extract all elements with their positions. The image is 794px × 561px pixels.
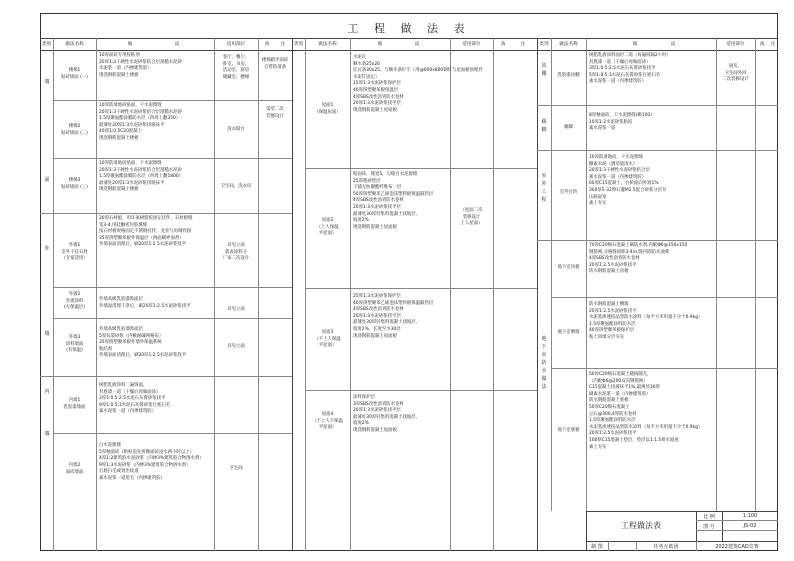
row-location: （屋面二次 装修设计 上人屋面） (460, 208, 483, 227)
col-line (493, 38, 494, 551)
row-name: 踢脚 (564, 125, 573, 130)
row-name: 地下室顶板 (557, 265, 580, 270)
row-name: 屋面4 （不上人不保温 平屋面） (312, 412, 343, 431)
header-method-b: 法 (670, 42, 676, 47)
row-method: 25厚1:3水泥砂浆保护层 40厚挤塑聚苯乙烯泡沫塑料板保温隔热层 4厚SBS改性沥青防水卷材 20厚1:3水泥砂浆找平层 最薄处30厚轻集料混凝土找坡层， 坡度2%，长度至少30处 现浇钢筋混凝土屋面板 (353, 294, 434, 339)
header-method-a: 做 (632, 42, 638, 47)
header-note-b: 注 (280, 42, 286, 47)
row-location: 卫生间 (229, 466, 243, 471)
category-exterior: 室 外 工 程 (541, 173, 547, 203)
row-name: 内墙1 乳胶漆墙面 (63, 398, 86, 410)
row-name: 外墙3 涂料墙面 (有保温) (65, 335, 84, 354)
header-method-a: 做 (127, 42, 133, 47)
titleblock-row (696, 520, 778, 521)
titleblock-scale: 1:100 (742, 513, 758, 519)
col-line (450, 38, 451, 551)
header-top-line (40, 38, 778, 39)
row-line (53, 433, 292, 434)
row-method: 8厚釉面砖，干水泥擦缝(踢100) 10厚1:2水泥砂浆粘结 素水泥浆一道 (589, 113, 652, 132)
row-name: 楼梯1 贴砖墙面 (一) (61, 68, 88, 80)
row-name: 屋面1 （保温屋面） (314, 103, 341, 115)
row-method: 涂料保护层 3厚SBS改性沥青防水卷材 20厚1:3水泥砂浆找平层 最薄处30厚轻集料混凝土找坡层， 坡度2% 现浇钢筋混凝土屋面板 (353, 395, 421, 433)
row-name: 内墙2 面砖墙面 (65, 463, 84, 475)
category-wall: 墙 (44, 79, 50, 85)
row-line (40, 376, 292, 377)
row-name: 楼梯3 贴砖墙面 (三) (61, 178, 88, 190)
header-note-b: 注 (770, 42, 776, 47)
row-method: 10厚防滑地砖，干水泥擦缝 撒素水泥（洒适量清水） 20厚1:3干硬性水泥砂浆结合层 素水泥浆一道（内掺建筑胶） 60厚C15混凝土，台阶面向外坡1% 300厚5-32卵石灌M2.5混合砂浆分层夯 压路面宽 素土夯实 (589, 155, 667, 207)
titleblock-scale-label: 比 例 (703, 514, 715, 520)
row-note: 需装二次 装修设计 (266, 107, 284, 119)
row-line (551, 297, 778, 298)
row-line (53, 318, 292, 319)
header-location: 适用部位 (726, 42, 745, 47)
category-outer: 外 (44, 246, 50, 252)
row-location: 洗衣阳台 (227, 127, 245, 132)
titleblock-drawn-label: 制 图 (591, 544, 603, 550)
category-basement: 地 下 室 防 水 做 法 (541, 336, 547, 390)
row-line (537, 150, 778, 151)
row-line (40, 213, 292, 214)
row-method: 外墙高级乳胶漆饰面层 5厚抗裂砂浆（内敷耐碱网格布） 35厚挤塑聚苯板外墙外保温系统 粘结剂 外墙表面清理后，刷20厚1:2.5水泥砂浆找平 (99, 327, 187, 359)
row-name: 屋面3 （不上人保温 平屋面） (314, 330, 341, 349)
titleblock-name: 工程做法表 (621, 521, 661, 530)
row-line (305, 168, 537, 169)
row-method: 树脂乳液涂料二遍饰面， 封底漆一道（干燥后再做面涂） 3厚1:0.5:2.5水泥石灰膏砂浆找平 9厚1:0.5:3水泥石灰膏砂浆打底扫毛 素水泥浆一道（内掺建筑胶） (99, 383, 171, 415)
row-method: 20厚石材板，用环氧树脂胶固定挂件，石材板缝 宽3-4,用硅酮密封胶填缝 按石材板规格固定不锈钢挂件，龙骨与角钢焊接 35厚挤塑聚苯板外保温层（两面刷界面剂） 外墙表面清理后，刷20厚1:2.5水泥砂浆找平 (99, 216, 193, 248)
category-inner: 内 (44, 389, 50, 395)
row-line (305, 390, 537, 391)
header-name: 做法名称 (65, 42, 84, 47)
header-note-a: 备 (500, 42, 506, 47)
col-line (350, 38, 351, 551)
category-ceiling: 顶 棚 (541, 63, 547, 77)
row-method: 贴面砖，缝宽5，勾缝白水泥擦缝 25厚粗砂垫层 干铺无纺聚酯纤维布一层 50厚挤塑聚苯乙烯泡沫塑料板保温隔热层 4厚SBS改性沥青防水卷材 20厚1:3水泥砂浆找平层 最薄处30厚轻集料混凝土找坡层， 坡度2% 现浇钢筋混凝土屋面板 (353, 172, 434, 230)
section-divider-2 (537, 38, 538, 551)
row-method: 树脂乳液涂料面层二道（每遍间隔2小时） 封底漆一道（干燥后再做面涂） 3厚1:0.5:2.5水泥石灰膏砂浆找平 5厚1:0.5:3水泥石灰膏砂浆打底扫毛 素水泥浆一道（内掺建筑胶） (589, 53, 671, 85)
row-name: 地下室底板 (557, 428, 580, 433)
row-method: 10厚面砖专用胶粘剂 20厚1:3干硬性水泥砂浆结合层刮糙水泥砂 水泥浆一道（内掺建筑胶） 现浇钢筋混凝土楼板 (99, 53, 182, 78)
titleblock-row (696, 530, 778, 531)
row-method: 外墙高级乳胶漆饰面层 外墙面清理干净后，刷20厚1:2.5水泥砂浆找平 (99, 297, 191, 309)
titleblock-sheet-label: 图 号 (703, 524, 715, 530)
row-method: 10厚防滑地砖贴面，干水泥擦缝 20厚1:3干硬性水泥砂浆结合层刮糙水泥砂 1.5厚聚氨酯涂膜防水层（四周上翻350） 最薄处20厚1:3水泥砂浆找坡抹平 40厚1:0.5C20混凝土 现浇钢筋混凝土楼板 (99, 103, 182, 141)
row-location: 详见立面 (227, 307, 245, 312)
titleblock-top (586, 511, 778, 512)
header-method-b: 法 (414, 42, 420, 47)
section-divider-1 (292, 38, 293, 551)
col-line (755, 38, 756, 511)
row-method: 水泥瓦 顺水条25x20 挂瓦条30x25，与顺水条钉牢（用@600x800钢钉与屋面板预埋件 水泥钉固定） 15厚1:3水泥砂浆保护层 40厚挤塑聚苯板保温层 4厚SBS改性沥青防水卷材 20厚1:3水泥砂浆找平层 现浇钢筋混凝土屋面板 (353, 55, 483, 113)
header-method-a: 做 (377, 42, 383, 47)
header-note-a: 备 (759, 42, 765, 47)
header-name: 做法名称 (318, 42, 337, 47)
row-name: 室外台阶 (559, 190, 578, 195)
row-name: 外墙1 室外干挂石材 （专家适用） (61, 243, 88, 262)
header-category: 类别 (293, 42, 304, 47)
titleblock-row (586, 541, 778, 542)
category-wall2: 墙 (44, 331, 50, 337)
row-method: 10厚防滑地砖贴面，干水泥擦缝 20厚1:3干硬性水泥砂浆结合层刮糙水泥砂 1.5厚聚氨酯涂膜防水层（四周上翻1800） 最薄处20厚1:3水泥砂浆找坡抹平 现浇钢筋混凝土楼板 (99, 161, 184, 193)
header-note-b: 注 (520, 42, 526, 47)
row-line (537, 240, 778, 241)
row-method: 白水泥擦缝 5厚釉面砖（粘贴前先将釉面砖浸水两小时以上） 4厚1:2建筑胶水泥砂浆（内掺3%建筑胶合物溶水剂） 9厚1:3水泥砂浆（内掺3%建筑胶合物溶水剂） 打底扫毛或划出纹道 素水泥浆一道甩毛（内掺建筑胶） (99, 443, 204, 481)
row-method: 70厚C20细石混凝土刷防水剂,内配Φ6@150x150 钢筋网,分格缝间距3-4m,缝内嵌防水油膏 4厚SBS改性沥青防水卷材 20厚1:2.5水泥砂浆找平 防水钢筋混凝土顶板 (589, 243, 688, 275)
header-bottom-line (40, 50, 778, 51)
row-name: 屋面2 （上人保温 平屋面） (316, 218, 339, 237)
header-note-a: 备 (264, 42, 270, 47)
row-location: 厨房、 卫生间外回 二次装修设计 (722, 64, 749, 83)
table-title: 工 程 做 法 表 (347, 22, 471, 35)
header-location: 适用部位 (226, 42, 246, 47)
row-line (305, 288, 537, 289)
col-line (551, 38, 552, 511)
titleblock-col (608, 541, 609, 551)
category-wall3: 墙 (44, 431, 50, 437)
row-location: 卫生间、洗衣房 (220, 184, 252, 189)
row-location: 详见立面 就表涂料分 厂家二次设计 (222, 243, 250, 262)
row-line (53, 287, 292, 288)
col-line (716, 38, 717, 511)
header-name: 做法名称 (559, 42, 578, 47)
row-note: 楼梯踏步面砖 自带防滑条 (261, 58, 289, 70)
row-method: 防水钢筋混凝土侧墙 20厚1:2.5水泥砂浆找平 水泥基渗透结晶型防水涂料（每平方米用量不少于0.9kg） 1.5厚聚氨酯涂料防水层 40厚挤塑聚苯板保护层 粘土回填分层夯实 (589, 302, 703, 340)
row-location: 客厅、餐厅、 卧室、书房、 活动室、厨房 储藏室、楼梯 (222, 55, 250, 80)
header-category: 类别 (539, 42, 549, 47)
row-name: 地下室侧墙 (557, 330, 580, 335)
header-category: 类别 (41, 42, 52, 47)
row-name: 楼梯2 贴砖墙面 (二) (61, 124, 88, 136)
col-line (586, 38, 587, 511)
row-method: 50厚C20细石混凝土随捣随光， （内配Φ6@200双向钢筋网） C15混凝土找坡抹平1%,最薄处30厚 刷素水泥浆一道（内掺建筑胶） 防水钢筋混凝土底板 50厚C20细石混凝土 豆石@300,4厚防水卷材 1.5厚聚氨酯涂料防水层 水泥基渗透结晶型防水涂料（每平方米用量不少于0.9kg） 20厚1:2.5水泥砂浆找平 100厚C15混凝土垫层，垫层以1:1.5排水坡度 素土夯实 (589, 372, 703, 450)
titleblock-year: 2022建筑CAD竞赛 (715, 544, 759, 550)
row-name: 外墙2 外墙涂料 (无保温层) (64, 292, 85, 311)
row-line (53, 100, 292, 101)
row-name: 乳胶漆顶棚 (557, 73, 580, 78)
row-line (551, 368, 778, 369)
row-line (537, 105, 778, 106)
category-surface: 面 (44, 177, 50, 183)
row-line (53, 158, 292, 159)
col-line (214, 38, 215, 551)
titleblock-sheet: JS-02 (743, 523, 757, 529)
header-location: 适用部位 (462, 42, 481, 47)
col-line (96, 38, 97, 551)
row-location: 详见立面 (227, 344, 245, 349)
titleblock-drawn: 任务互助团 (653, 544, 679, 550)
header-method-b: 法 (174, 42, 180, 47)
category-baseboard: 踢 脚 (541, 119, 547, 133)
